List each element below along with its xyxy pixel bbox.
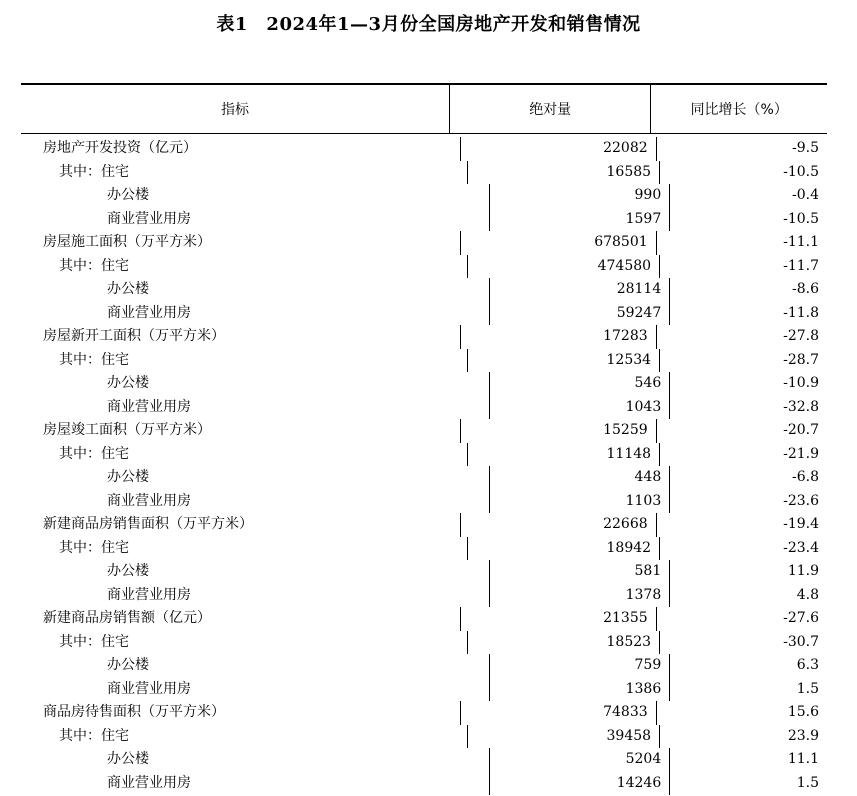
- row-value: 28114: [489, 278, 669, 302]
- row-growth: -6.8: [669, 466, 827, 490]
- row-value: 1597: [489, 208, 669, 232]
- table-row: [21, 184, 827, 208]
- row-value: 59247: [489, 302, 669, 326]
- row-value: 39458: [467, 725, 659, 749]
- table-row: [21, 325, 827, 349]
- row-label: 商业营业用房: [107, 210, 191, 227]
- row-value: 990: [489, 184, 669, 208]
- row-growth: -19.4: [656, 513, 827, 537]
- table-row: [21, 396, 827, 420]
- table-row: [21, 466, 827, 490]
- row-value: 22668: [460, 513, 656, 537]
- row-growth: 15.6: [656, 701, 827, 725]
- table-row: [21, 607, 827, 631]
- row-label: 房屋施工面积（万平方米）: [43, 234, 211, 250]
- row-growth: 11.9: [669, 560, 827, 584]
- row-growth: -0.4: [669, 184, 827, 208]
- row-value: 12534: [467, 349, 659, 373]
- table-row: [21, 302, 827, 326]
- row-label: 其中：住宅: [59, 163, 129, 180]
- row-growth: -27.6: [656, 607, 827, 631]
- column-header-absolute: 绝对量: [449, 85, 651, 133]
- row-growth: -20.7: [656, 419, 827, 443]
- row-growth: -10.5: [669, 208, 827, 232]
- row-growth: -28.7: [659, 349, 827, 373]
- row-label: 办公楼: [107, 751, 149, 767]
- row-value: 448: [489, 466, 669, 490]
- row-label: 商业营业用房: [107, 680, 191, 697]
- table-row: [21, 701, 827, 725]
- table-row: [21, 654, 827, 678]
- row-value: 759: [489, 654, 669, 678]
- row-label: 其中：住宅: [59, 257, 129, 274]
- row-label: 办公楼: [107, 469, 149, 485]
- row-label: 新建商品房销售额（亿元）: [43, 610, 211, 626]
- row-value: 21355: [460, 607, 656, 631]
- row-value: 1386: [489, 678, 669, 702]
- table-row: [21, 772, 827, 796]
- row-growth: -8.6: [669, 278, 827, 302]
- row-growth: 11.1: [669, 748, 827, 772]
- row-growth: -32.8: [669, 396, 827, 420]
- row-label: 商业营业用房: [107, 304, 191, 321]
- table-body: [21, 134, 827, 795]
- table-row: [21, 278, 827, 302]
- table-row: [21, 584, 827, 608]
- row-growth: -21.9: [659, 443, 827, 467]
- row-value: 1043: [489, 396, 669, 420]
- row-value: 18523: [467, 631, 659, 655]
- row-value: 546: [489, 372, 669, 396]
- row-growth: 6.3: [669, 654, 827, 678]
- row-growth: -11.8: [669, 302, 827, 326]
- row-value: 16585: [467, 161, 659, 185]
- row-growth: -23.6: [669, 490, 827, 514]
- row-label: 新建商品房销售面积（万平方米）: [43, 516, 253, 532]
- row-label: 办公楼: [107, 657, 149, 673]
- row-label: 房屋新开工面积（万平方米）: [43, 328, 225, 344]
- row-value: 22082: [460, 137, 656, 161]
- row-growth: 4.8: [669, 584, 827, 608]
- table-row: [21, 419, 827, 443]
- column-header-indicator: 指标: [220, 102, 249, 118]
- data-table: [21, 83, 827, 795]
- row-label: 其中：住宅: [59, 445, 129, 462]
- row-value: 581: [489, 560, 669, 584]
- table-row: [21, 231, 827, 255]
- row-growth: -27.8: [656, 325, 827, 349]
- table-row: [21, 631, 827, 655]
- row-value: 5204: [489, 748, 669, 772]
- table-row: [21, 513, 827, 537]
- row-value: 1103: [489, 490, 669, 514]
- row-label: 其中：住宅: [59, 539, 129, 556]
- row-label: 办公楼: [107, 563, 149, 579]
- row-label: 办公楼: [107, 281, 149, 297]
- row-label: 其中：住宅: [59, 351, 129, 368]
- row-label: 其中：住宅: [59, 727, 129, 744]
- row-value: 17283: [460, 325, 656, 349]
- table-row: [21, 208, 827, 232]
- row-growth: -11.7: [659, 255, 827, 279]
- row-growth: -23.4: [659, 537, 827, 561]
- row-value: 678501: [460, 231, 656, 255]
- page-title: 表1 2024年1—3月份全国房地产开发和销售情况: [216, 14, 641, 35]
- table-row: [21, 161, 827, 185]
- row-label: 商业营业用房: [107, 398, 191, 415]
- row-label: 房地产开发投资（亿元）: [43, 140, 197, 156]
- row-value: 18942: [467, 537, 659, 561]
- row-growth: -9.5: [656, 137, 827, 161]
- row-growth: -10.9: [669, 372, 827, 396]
- table-row: [21, 443, 827, 467]
- row-label: 商业营业用房: [107, 774, 191, 791]
- row-value: 474580: [467, 255, 659, 279]
- row-growth: -30.7: [659, 631, 827, 655]
- row-label: 其中：住宅: [59, 633, 129, 650]
- table-row: [21, 537, 827, 561]
- table-row: [21, 748, 827, 772]
- row-value: 11148: [467, 443, 659, 467]
- row-label: 商业营业用房: [107, 586, 191, 603]
- row-label: 商品房待售面积（万平方米）: [43, 704, 225, 720]
- table-row: [21, 560, 827, 584]
- row-growth: 23.9: [659, 725, 827, 749]
- row-label: 商业营业用房: [107, 492, 191, 509]
- table-row: [21, 137, 827, 161]
- row-value: 74833: [460, 701, 656, 725]
- row-growth: 1.5: [669, 678, 827, 702]
- row-value: 15259: [460, 419, 656, 443]
- table-header: [21, 85, 827, 134]
- row-value: 14246: [489, 772, 669, 796]
- row-growth: 1.5: [669, 772, 827, 796]
- table-row: [21, 255, 827, 279]
- row-label: 办公楼: [107, 375, 149, 391]
- row-growth: -11.1: [656, 231, 827, 255]
- table-row: [21, 490, 827, 514]
- row-label: 房屋竣工面积（万平方米）: [43, 422, 211, 438]
- table-row: [21, 678, 827, 702]
- column-header-growth: 同比增长（%）: [650, 85, 827, 133]
- row-label: 办公楼: [107, 187, 149, 203]
- table-row: [21, 725, 827, 749]
- row-value: 1378: [489, 584, 669, 608]
- row-growth: -10.5: [659, 161, 827, 185]
- table-row: [21, 349, 827, 373]
- table-row: [21, 372, 827, 396]
